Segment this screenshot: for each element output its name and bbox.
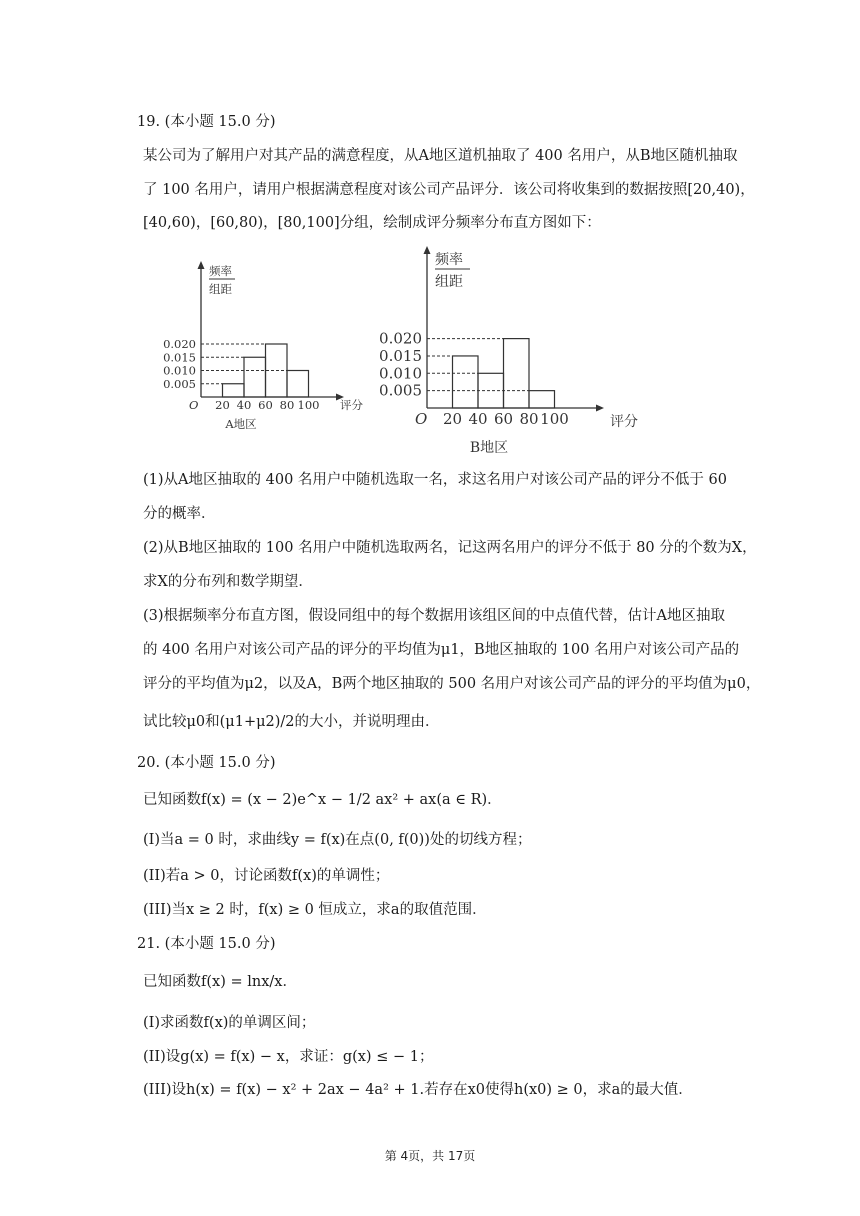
- q19-intro-line-3: [40,60)，[60,80)，[80,100]分组，绘制成评分频率分布直方图如下：: [143, 215, 601, 231]
- chart-b-xlabel: 评分: [610, 414, 638, 430]
- histogram-b: [379, 246, 638, 456]
- q19-intro-line-1: 某公司为了解用户对其产品的满意程度，从A地区道机抽取了 400 名用户，从B地区随机抽取: [143, 148, 738, 164]
- chart-a-ytick-2: 0.010: [163, 363, 196, 378]
- q19-part1-line-2: 分的概率．: [143, 506, 216, 522]
- q19-part1-line-1: (1)从A地区抽取的 400 名用户中随机选取一名，求这名用户对该公司产品的评分不低于 60: [143, 472, 727, 488]
- q20-stem: 已知函数f(x) = (x − 2)e^x − 1/2 ax² + ax(a ∈ R)．: [143, 792, 502, 808]
- chart-b-xtick-2: 40: [468, 410, 488, 428]
- chart-a-title: A地区: [225, 417, 257, 431]
- q20-part1: (I)当a = 0 时，求曲线y = f(x)在点(0, f(0))处的切线方程；: [143, 832, 532, 848]
- q20-part3: (III)当x ≥ 2 时，f(x) ≥ 0 恒成立，求a的取值范围．: [143, 902, 487, 918]
- histogram-a: [163, 261, 363, 431]
- q19-header: 19. (本小题 15.0 分): [137, 114, 276, 130]
- histogram-figure: [138, 250, 638, 460]
- chart-a-y-arrow: [198, 261, 205, 269]
- q21-stem: 已知函数f(x) = lnx/x．: [143, 974, 297, 990]
- q19-part3-line-2: 的 400 名用户对该公司产品的评分的平均值为μ1，B地区抽取的 100 名用户对该公司产品的: [143, 642, 740, 658]
- chart-a-ytick-1: 0.005: [163, 376, 196, 391]
- chart-b-xtick-1: 20: [442, 410, 463, 428]
- chart-b-y-arrow: [424, 246, 431, 254]
- chart-a-xtick-4: 80: [279, 398, 295, 412]
- chart-a-xtick-3: 60: [258, 398, 273, 412]
- q20-header: 20. (本小题 15.0 分): [137, 755, 276, 771]
- chart-b-ylabel-top: 频率: [435, 252, 463, 268]
- chart-a-xtick-1: 20: [215, 398, 230, 412]
- chart-b-xtick-4: 80: [519, 410, 539, 428]
- chart-b-origin: O: [415, 410, 428, 428]
- chart-b-ytick-2: 0.010: [379, 364, 422, 383]
- chart-b-title: B地区: [469, 440, 509, 456]
- chart-a-ylabel-top: 频率: [209, 264, 232, 278]
- chart-b-bar-4: [529, 391, 555, 408]
- chart-a-bar-4: [287, 371, 309, 398]
- q21-part3: (III)设h(x) = f(x) − x² + 2ax − 4a² + 1.若存在x0使得h(x0) ≥ 0，求a的最大值．: [143, 1082, 693, 1098]
- q21-part1: (I)求函数f(x)的单调区间；: [143, 1015, 316, 1031]
- q19-part2-line-2: 求X的分布列和数学期望．: [143, 574, 313, 590]
- chart-a-xtick-5: 100: [297, 398, 320, 412]
- chart-a-bar-1: [223, 384, 245, 397]
- q19-intro-line-2: 了 100 名用户，请用户根据满意程度对该公司产品评分．该公司将收集到的数据按照[20,40)，: [143, 182, 755, 198]
- q21-header: 21. (本小题 15.0 分): [137, 936, 276, 952]
- chart-b-ytick-3: 0.015: [379, 346, 422, 365]
- chart-b-xtick-5: 100: [540, 410, 569, 428]
- chart-a-xtick-2: 40: [236, 398, 252, 412]
- chart-a-bar-2: [244, 357, 266, 397]
- q21-part2: (II)设g(x) = f(x) − x，求证：g(x) ≤ − 1；: [143, 1049, 434, 1065]
- chart-b-bar-3: [504, 339, 530, 408]
- chart-b-bar-1: [453, 356, 479, 408]
- q19-part2-line-1: (2)从B地区抽取的 100 名用户中随机选取两名，记这两名用户的评分不低于 80 分的个数为X，: [143, 540, 757, 556]
- chart-a-ytick-3: 0.015: [163, 350, 196, 365]
- chart-b-x-arrow: [596, 405, 604, 412]
- q19-part3-line-3: 评分的平均值为μ2，以及A，B两个地区抽取的 500 名用户对该公司产品的评分的平均值为μ0，: [143, 676, 761, 692]
- chart-a-ytick-4: 0.020: [163, 337, 196, 351]
- chart-b-ytick-1: 0.005: [379, 381, 422, 400]
- chart-b-ylabel-bottom: 组距: [435, 274, 463, 290]
- q19-part3-line-4: 试比较μ0和(μ1+μ2)/2的大小，并说明理由．: [143, 714, 440, 730]
- chart-a-ylabel-bottom: 组距: [209, 282, 232, 296]
- chart-b-xtick-3: 60: [493, 410, 514, 428]
- chart-a-xlabel: 评分: [340, 398, 363, 412]
- q20-part2: (II)若a > 0，讨论函数f(x)的单调性；: [143, 868, 390, 884]
- page-footer: 第 4页，共 17页: [384, 1149, 476, 1163]
- chart-a-origin: O: [189, 398, 199, 412]
- chart-b-ytick-4: 0.020: [379, 329, 422, 348]
- q19-part3-line-1: (3)根据频率分布直方图，假设同组中的每个数据用该组区间的中点值代替，估计A地区抽取: [143, 608, 726, 624]
